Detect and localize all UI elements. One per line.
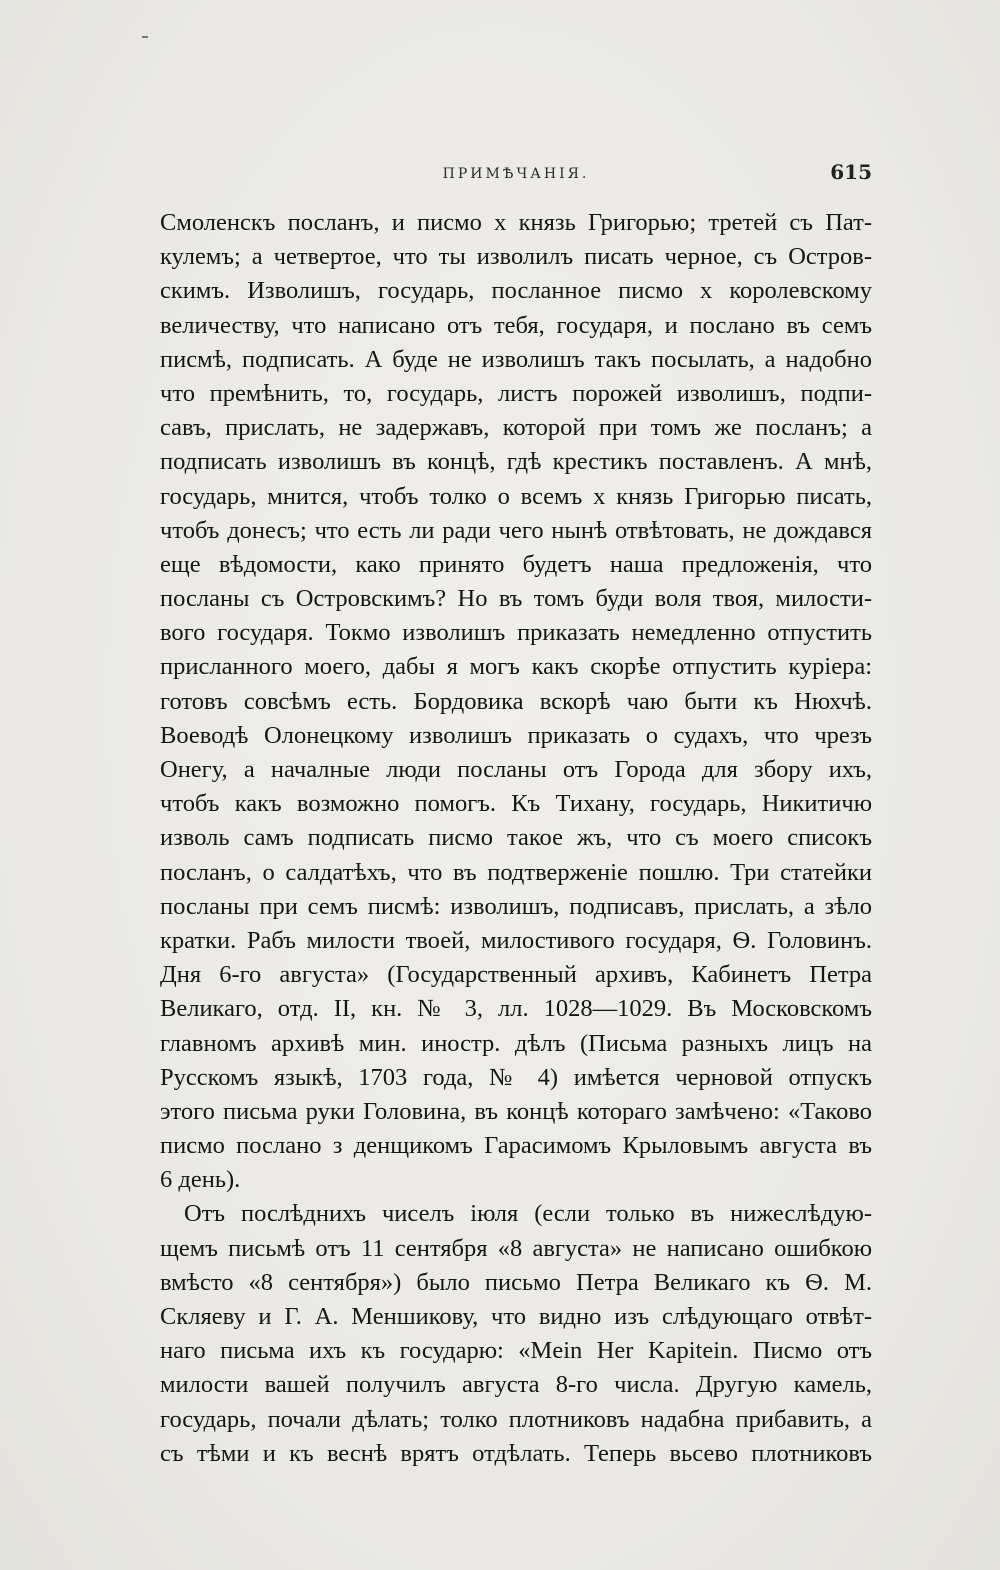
text-line: Дня 6-го августа» (Государственный архивъ, Кабинетъ Петра <box>160 961 872 989</box>
text-line: посланъ, о салдатѣхъ, что въ подтверженіе пошлю. Три статейки <box>160 858 872 886</box>
paragraph-1 <box>160 206 872 1197</box>
paragraph-2 <box>160 1197 872 1471</box>
running-title: ПРИМѢЧАНІЯ. <box>442 166 590 182</box>
text-line: Онегу, а началные люди посланы отъ Города для збору ихъ, <box>160 756 872 783</box>
text-line: щемъ письмѣ отъ 11 сентября «8 августа» не написано ошибкою <box>160 1234 872 1262</box>
text-line: савъ, прислать, не задержавъ, которой при томъ же посланъ; а <box>160 414 872 442</box>
text-line: посланы съ Островскимъ? Но въ томъ буди воля твоя, милости- <box>160 585 872 613</box>
text-line: Воеводѣ Олонецкому изволишъ приказать о судахъ, что чрезъ <box>160 721 872 749</box>
text-line: Русскомъ языкѣ, 1703 года, № 4) имѣется черновой отпускъ <box>160 1063 872 1091</box>
text-line: Великаго, отд. II, кн. № 3, лл. 1028—1029. Въ Московскомъ <box>160 995 872 1023</box>
text-line: этого письма руки Головина, въ концѣ котораго замѣчено: «Таково <box>160 1097 872 1125</box>
text-line: чтобъ донесъ; что есть ли ради чего нынѣ отвѣтовать, не дождався <box>160 516 872 544</box>
text-line: подписать изволишъ въ концѣ, гдѣ крестикъ поставленъ. А мнѣ, <box>160 448 872 476</box>
text-line: что премѣнить, то, государь, листъ порожей изволишъ, подпи- <box>160 379 872 407</box>
text-line: величеству, что написано отъ тебя, государя, и послано въ семъ <box>160 311 872 339</box>
text-line: готовъ совсѣмъ есть. Бордовика вскорѣ чаю быти къ Нюхчѣ. <box>160 687 872 715</box>
text-line: чтобъ какъ возможно помогъ. Къ Тихану, государь, Никитичю <box>160 790 872 818</box>
text-line: еще вѣдомости, како принято будетъ наша предложенія, что <box>160 550 872 578</box>
text-line: государь, почали дѣлать; толко плотниковъ надабна прибавить, а <box>160 1405 872 1433</box>
page-header <box>160 160 872 190</box>
text-line: Отъ послѣднихъ чиселъ іюля (если только въ нижеслѣдую- <box>184 1200 872 1228</box>
page-number: 615 <box>830 160 872 184</box>
text-line: милости вашей получилъ августа 8-го числа. Другую камель, <box>160 1371 872 1399</box>
text-line: Скляеву и Г. А. Меншикову, что видно изъ слѣдующаго отвѣт- <box>160 1303 872 1330</box>
page-speck <box>142 36 148 38</box>
text-line: главномъ архивѣ мин. иностр. дѣлъ (Письма разныхъ лицъ на <box>160 1029 872 1057</box>
text-line: писмѣ, подписать. А буде не изволишъ такъ посылать, а надобно <box>160 345 872 373</box>
text-line: государь, мнится, чтобъ толко о всемъ х князь Григорью писать, <box>160 482 872 510</box>
text-line: наго письма ихъ къ государю: «Mein Her Kapitein. Писмо отъ <box>160 1337 872 1365</box>
text-line: вого государя. Токмо изволишъ приказать немедленно отпустить <box>160 619 872 647</box>
text-line: писмо послано з денщикомъ Гарасимомъ Крыловымъ августа въ <box>160 1132 872 1160</box>
text-line: изволь самъ подписать писмо такое жъ, что съ моего списокъ <box>160 824 872 852</box>
text-line: вмѣсто «8 сентября») было письмо Петра Великаго къ Ѳ. М. <box>160 1268 872 1296</box>
body-text <box>160 206 872 1471</box>
text-line: присланного моего, дабы я могъ какъ скорѣе отпустить куріера: <box>160 653 872 681</box>
text-line: 6 день). <box>160 1166 241 1194</box>
text-line: скимъ. Изволишъ, государь, посланное писмо х королевскому <box>160 277 872 305</box>
text-line: съ тѣми и къ веснѣ врятъ отдѣлать. Теперь вьсево плотниковъ <box>160 1439 872 1467</box>
text-line: Смоленскъ посланъ, и писмо х князь Григорью; третей съ Пат- <box>160 209 872 236</box>
text-line: посланы при семъ писмѣ: изволишъ, подписавъ, прислать, а зѣло <box>160 892 872 920</box>
text-line: кратки. Рабъ милости твоей, милостивого государя, Ѳ. Головинъ. <box>160 926 872 954</box>
text-line: кулемъ; а четвертое, что ты изволилъ писать черное, съ Остров- <box>160 243 872 271</box>
